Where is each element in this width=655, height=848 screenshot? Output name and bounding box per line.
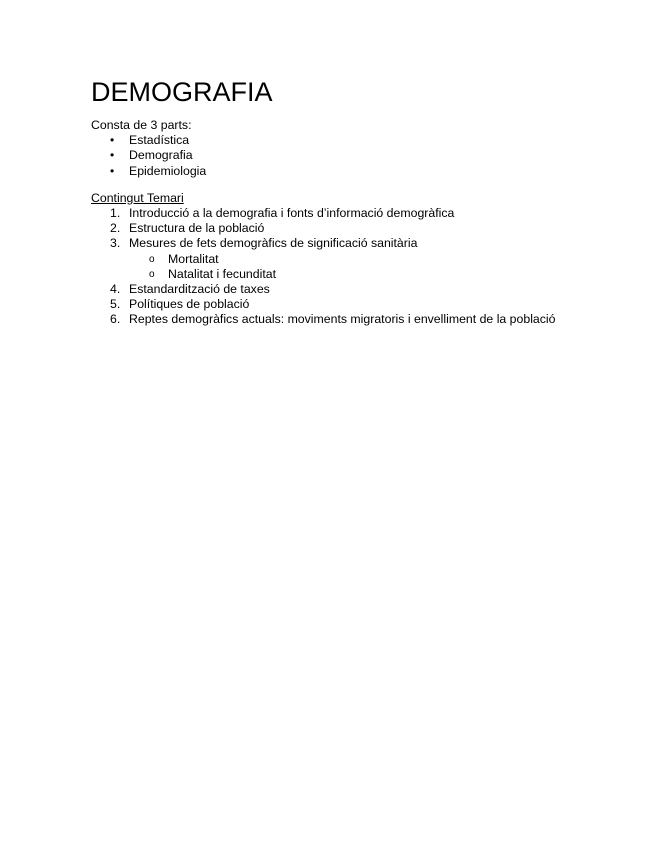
- list-item-label: Demografia: [129, 148, 193, 163]
- list-item: [91, 206, 565, 221]
- list-item-label: Mesures de fets demogràfics de significació sanitària: [129, 236, 418, 251]
- list-number: 3.: [110, 236, 121, 251]
- list-number: 2.: [110, 221, 121, 236]
- bullet-marker: •: [110, 163, 115, 178]
- parts-list: [91, 133, 565, 179]
- list-number: 1.: [110, 206, 121, 221]
- sub-list-item: [129, 267, 565, 282]
- bullet-marker: •: [110, 133, 115, 148]
- list-item-label: Estandardització de taxes: [129, 282, 270, 297]
- list-item: [91, 312, 565, 327]
- list-item: [91, 282, 565, 297]
- sub-bullet-marker: o: [149, 253, 155, 265]
- topics-list: [91, 206, 565, 328]
- section-heading: Contingut Temari: [91, 190, 184, 205]
- list-item-label: Estadística: [129, 133, 190, 148]
- list-item: [91, 236, 565, 282]
- document-title: DEMOGRAFIA: [91, 77, 273, 107]
- list-item: [91, 297, 565, 312]
- list-item: [91, 221, 565, 236]
- document-page: [91, 76, 565, 328]
- list-item-label: Epidemiologia: [129, 163, 207, 178]
- list-item-label: Reptes demogràfics actuals: moviments migratoris i envelliment de la població: [129, 312, 556, 327]
- list-number: 5.: [110, 297, 121, 312]
- list-item: [91, 148, 565, 163]
- list-number: 4.: [110, 282, 121, 297]
- sub-list-item-label: Mortalitat: [168, 251, 219, 266]
- sub-list-item: [129, 252, 565, 267]
- bullet-marker: •: [110, 148, 115, 163]
- list-item: [91, 133, 565, 148]
- list-number: 6.: [110, 312, 121, 327]
- sub-list: [129, 252, 565, 282]
- intro-text: Consta de 3 parts:: [91, 118, 192, 132]
- list-item-label: Polítiques de població: [129, 297, 250, 312]
- list-item: [91, 164, 565, 179]
- sub-bullet-marker: o: [149, 268, 155, 280]
- sub-list-item-label: Natalitat i fecunditat: [168, 266, 277, 281]
- list-item-label: Introducció a la demografia i fonts d’informació demogràfica: [129, 206, 455, 221]
- list-item-label: Estructura de la població: [129, 221, 265, 236]
